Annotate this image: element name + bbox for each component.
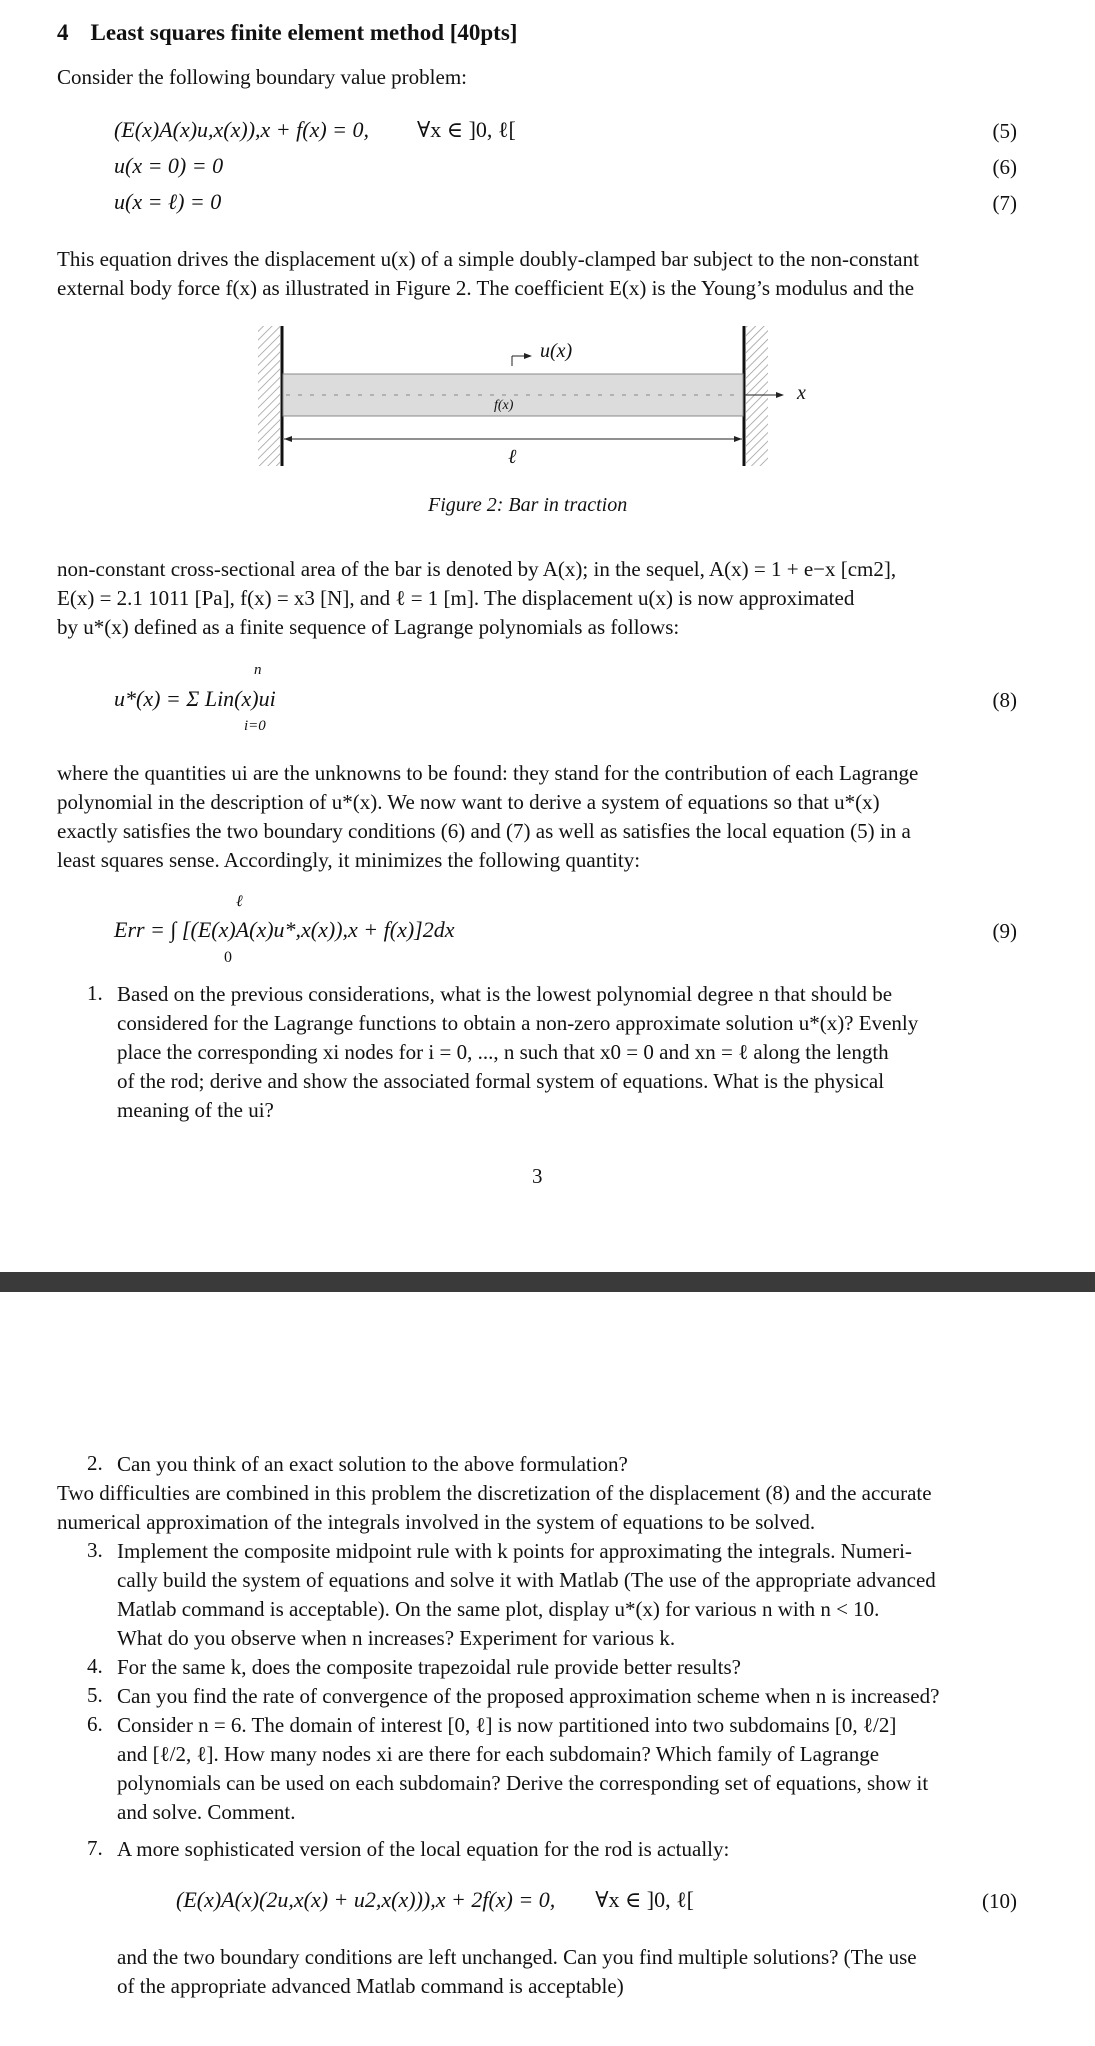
paragraph-3-line-3: exactly satisfies the two boundary conditions (6) and (7) as well as satisfies the local equation (5) in a	[57, 819, 911, 843]
figure-label-u: u(x)	[540, 340, 573, 362]
question-3-number: 3.	[87, 1538, 103, 1562]
paragraph-5-line-1: and the two boundary conditions are left unchanged. Can you find multiple solutions? (The use	[117, 1945, 917, 1969]
equation-5-label: (5)	[992, 119, 1017, 143]
figure-label-l: ℓ	[508, 446, 517, 468]
equation-7-label: (7)	[992, 191, 1017, 215]
question-1-line-3: place the corresponding xi nodes for i = 0, ..., n such that x0 = 0 and xn = ℓ along the length	[117, 1040, 889, 1064]
equation-10-label: (10)	[982, 1889, 1017, 1913]
intro-text: Consider the following boundary value problem:	[57, 65, 468, 89]
eq8-sum-top: n	[254, 662, 262, 678]
paragraph-3-line-1: where the quantities ui are the unknowns to be found: they stand for the contribution of each Lagrange	[57, 761, 919, 785]
paragraph-4-line-2: numerical approximation of the integrals involved in the system of equations to be solved.	[57, 1510, 816, 1534]
question-5-number: 5.	[87, 1683, 103, 1707]
question-7-number: 7.	[87, 1836, 103, 1860]
paragraph-2-line-1: non-constant cross-sectional area of the bar is denoted by A(x); in the sequel, A(x) = 1 + e−x [cm2],	[57, 557, 897, 581]
equation-5-condition: ∀x ∈ ]0, ℓ[	[417, 117, 516, 142]
eq8-sum-bottom: i=0	[244, 718, 266, 734]
equation-9-label: (9)	[992, 919, 1017, 943]
equation-7: u(x = ℓ) = 0	[114, 189, 222, 214]
paragraph-1-line-2: external body force f(x) as illustrated in Figure 2. The coefficient E(x) is the Young’s modulus and the	[57, 276, 915, 300]
equation-5	[114, 117, 516, 143]
question-4-number: 4.	[87, 1654, 103, 1678]
x-axis-arrowhead	[776, 392, 784, 398]
equation-5-lhs: (E(x)A(x)u,x(x)),x + f(x) = 0,	[114, 117, 370, 142]
question-3-line-3: Matlab command is acceptable). On the same plot, display u*(x) for various n with n < 10.	[117, 1597, 880, 1621]
paragraph-3-line-2: polynomial in the description of u*(x). We now want to derive a system of equations so that u*(x)	[57, 790, 880, 814]
paragraph-3-line-4: least squares sense. Accordingly, it minimizes the following quantity:	[57, 848, 641, 872]
figure-label-f: f(x)	[494, 398, 514, 413]
left-wall-hatch	[258, 326, 280, 466]
section-title: Least squares finite element method [40pts]	[90, 20, 518, 45]
equation-8: u*(x) = Σ Lin(x)ui	[114, 686, 276, 711]
question-6-line-1: Consider n = 6. The domain of interest [0, ℓ] is now partitioned into two subdomains [0, ℓ/2]	[117, 1713, 897, 1737]
section-heading	[57, 20, 517, 46]
eq9-upper-limit: ℓ	[236, 893, 243, 910]
paragraph-5-line-2: of the appropriate advanced Matlab command is acceptable)	[117, 1974, 624, 1998]
paragraph-2-line-2: E(x) = 2.1 1011 [Pa], f(x) = x3 [N], and ℓ = 1 [m]. The displacement u(x) is now approximated	[57, 586, 855, 610]
question-6-line-4: and solve. Comment.	[117, 1800, 296, 1824]
question-7-line-1: A more sophisticated version of the local equation for the rod is actually:	[117, 1837, 730, 1861]
bar-figure	[250, 322, 790, 472]
page-number: 3	[532, 1164, 543, 1188]
equation-6-label: (6)	[992, 155, 1017, 179]
question-3-line-2: cally build the system of equations and solve it with Matlab (The use of the appropriate advanced	[117, 1568, 936, 1592]
question-6-number: 6.	[87, 1712, 103, 1736]
eq9-lower-limit: 0	[224, 949, 232, 966]
u-arrowhead	[524, 353, 532, 359]
question-5-line-1: Can you find the rate of convergence of the proposed approximation scheme when n is increased?	[117, 1684, 940, 1708]
page-divider	[0, 1272, 1095, 1292]
figure-caption: Figure 2: Bar in traction	[428, 494, 628, 516]
length-arrow-right	[734, 436, 742, 442]
question-4-line-1: For the same k, does the composite trapezoidal rule provide better results?	[117, 1655, 741, 1679]
question-6-line-3: polynomials can be used on each subdomain? Derive the corresponding set of equations, show it	[117, 1771, 929, 1795]
question-1-line-4: of the rod; derive and show the associated formal system of equations. What is the physical	[117, 1069, 885, 1093]
equation-10	[176, 1887, 694, 1913]
section-number: 4	[57, 20, 69, 45]
question-3-line-4: What do you observe when n increases? Experiment for various k.	[117, 1626, 676, 1650]
paragraph-1-line-1: This equation drives the displacement u(x) of a simple doubly-clamped bar subject to the non-constant	[57, 247, 919, 271]
length-arrow-left	[284, 436, 292, 442]
question-1-line-2: considered for the Lagrange functions to obtain a non-zero approximate solution u*(x)? Evenly	[117, 1011, 919, 1035]
figure-label-x: x	[797, 382, 806, 404]
equation-6: u(x = 0) = 0	[114, 153, 224, 178]
question-2-number: 2.	[87, 1451, 103, 1475]
right-wall-hatch	[746, 326, 768, 466]
equation-10-lhs: (E(x)A(x)(2u,x(x) + u2,x(x))),x + 2f(x) = 0,	[176, 1887, 556, 1912]
question-6-line-2: and [ℓ/2, ℓ]. How many nodes xi are there for each subdomain? Which family of Lagrange	[117, 1742, 880, 1766]
question-1-number: 1.	[87, 981, 103, 1005]
equation-10-condition: ∀x ∈ ]0, ℓ[	[595, 1887, 694, 1912]
paragraph-4-line-1: Two difficulties are combined in this problem the discretization of the displacement (8) and the accurate	[57, 1481, 932, 1505]
question-3-line-1: Implement the composite midpoint rule with k points for approximating the integrals. Numeri-	[117, 1539, 912, 1563]
question-2-text: Can you think of an exact solution to the above formulation?	[117, 1452, 628, 1476]
paragraph-2-line-3: by u*(x) defined as a finite sequence of Lagrange polynomials as follows:	[57, 615, 680, 639]
equation-8-label: (8)	[992, 688, 1017, 712]
question-1-line-1: Based on the previous considerations, what is the lowest polynomial degree n that should be	[117, 982, 893, 1006]
equation-9: Err = ∫ [(E(x)A(x)u*,x(x)),x + f(x)]2dx	[114, 917, 455, 942]
question-1-line-5: meaning of the ui?	[117, 1098, 274, 1122]
